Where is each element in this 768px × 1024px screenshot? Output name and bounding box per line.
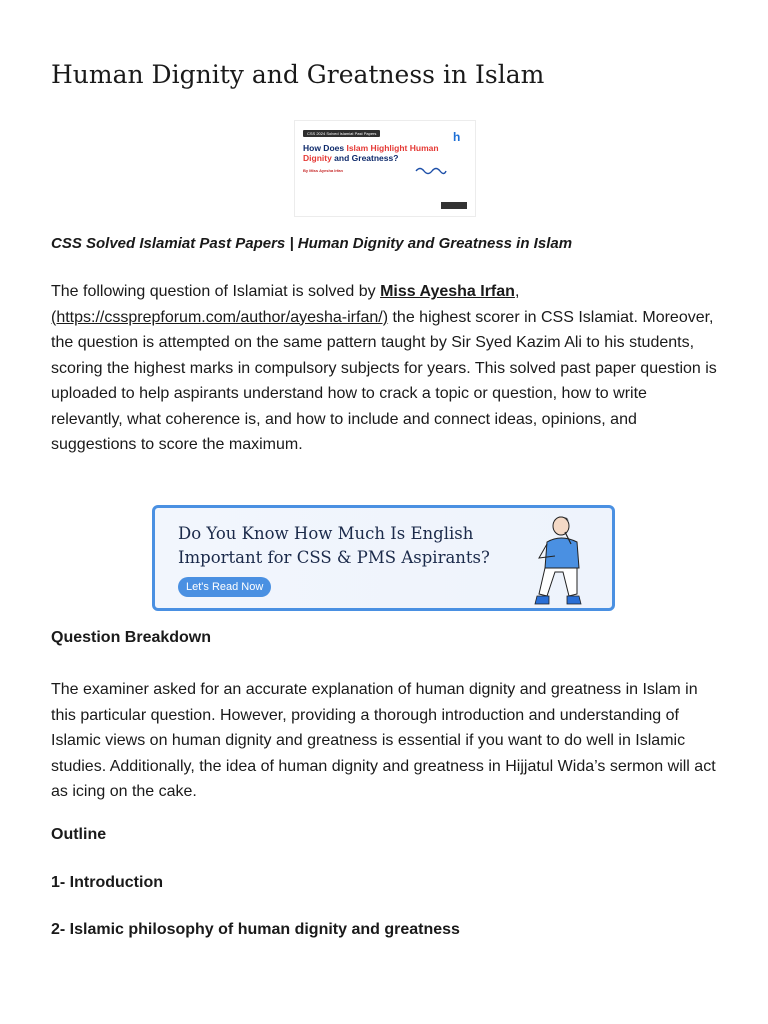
- banner-line-1: Do You Know How Much Is English: [178, 524, 474, 543]
- thumbnail-byline: By Miss Ayesha Irfan: [303, 168, 343, 173]
- question-breakdown-heading: Question Breakdown: [51, 629, 212, 646]
- banner-line-2: Important for CSS & PMS Aspirants?: [178, 548, 490, 567]
- article-subtitle: CSS Solved Islamiat Past Papers | Human Dignity and Greatness in Islam: [51, 235, 573, 252]
- thumbnail-headline-pre: How Does: [303, 143, 347, 153]
- outline-item: 2- Islamic philosophy of human dignity and greatness: [51, 921, 460, 938]
- thinking-student-illustration-icon: [525, 512, 587, 610]
- wave-decoration-icon: [415, 165, 447, 175]
- intro-paragraph: [51, 279, 719, 458]
- outline-item: 1- Introduction: [51, 874, 163, 891]
- intro-text-before: The following question of Islamiat is solved by: [51, 283, 381, 300]
- thumbnail-headline-dignity: Dignity: [303, 153, 332, 163]
- page-title: Human Dignity and Greatness in Islam: [51, 60, 545, 89]
- lets-read-now-button[interactable]: Let's Read Now: [178, 577, 271, 597]
- thumbnail-watermark: [441, 202, 467, 209]
- brand-h-icon: h: [453, 130, 461, 144]
- author-link[interactable]: Miss Ayesha Irfan: [380, 283, 515, 300]
- question-breakdown-paragraph: The examiner asked for an accurate explanation of human dignity and greatness in Islam in this particular question. However, providing a thorough introduction and understanding of Islamic views on human dignity and greatness is essential if you want to do well in Islamic studies. Additionally, the idea of human dignity and greatness in Hijjatul Wida’s sermon will act as icing on the cake.: [51, 681, 716, 800]
- thumbnail-headline-post: and Greatness?: [331, 153, 399, 163]
- intro-text-after: the highest scorer in CSS Islamiat. Moreover, the question is attempted on the same pattern taught by Sir Syed Kazim Ali to his students, scoring the highest marks in compulsory subjects for years. This solved past paper question is uploaded to help aspirants understand how to crack a topic or question, how to write relevantly, what coherence is, and how to include and connect ideas, opinions, and suggestions to score the maximum.: [51, 308, 717, 453]
- thumbnail-headline: [303, 143, 448, 163]
- banner-text: [178, 522, 490, 570]
- outline-heading: Outline: [51, 826, 107, 843]
- article-thumbnail[interactable]: [295, 121, 475, 216]
- author-url-link[interactable]: (https://cssprepforum.com/author/ayesha-irfan/): [51, 308, 389, 326]
- thumbnail-headline-red: Islam Highlight Human: [346, 143, 439, 153]
- thumbnail-tag: CSS 2024 Solved Islamiat Past Papers: [303, 130, 380, 137]
- english-importance-banner[interactable]: [152, 505, 615, 611]
- intro-comma: ,: [514, 283, 520, 300]
